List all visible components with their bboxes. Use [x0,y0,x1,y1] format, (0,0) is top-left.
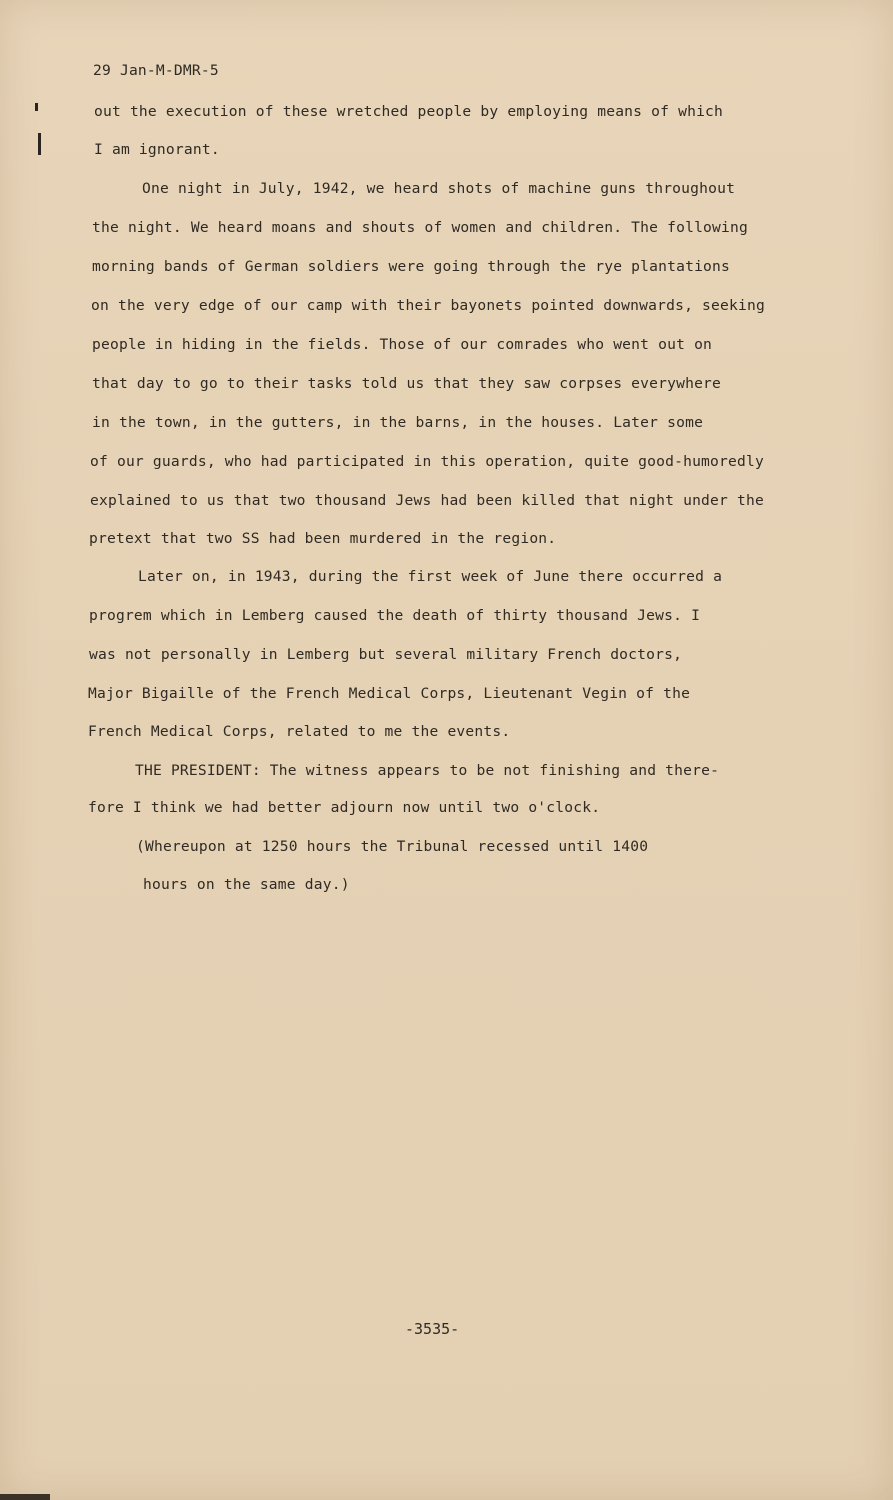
document-reference: 29 Jan-M-DMR-5 [93,62,219,79]
text-line: of our guards, who had participated in this operation, quite good-humoredly [90,453,764,470]
text-line: I am ignorant. [94,141,220,158]
text-line: the night. We heard moans and shouts of women and children. The following [92,219,748,236]
text-line: (Whereupon at 1250 hours the Tribunal recessed until 1400 [136,838,649,855]
text-line: progrem which in Lemberg caused the death of thirty thousand Jews. I [89,607,701,624]
text-line: morning bands of German soldiers were going through the rye plantations [92,258,731,275]
page-edge-marking [0,1494,893,1500]
text-line: THE PRESIDENT: The witness appears to be not finishing and there- [135,762,720,779]
text-line: One night in July, 1942, we heard shots of machine guns throughout [142,180,736,197]
text-line: that day to go to their tasks told us that they saw corpses everywhere [92,375,722,392]
text-line: in the town, in the gutters, in the barns, in the houses. Later some [92,414,704,431]
text-line: French Medical Corps, related to me the events. [88,723,511,740]
text-line: hours on the same day.) [143,876,350,893]
text-line: fore I think we had better adjourn now until two o'clock. [88,799,601,816]
text-line: people in hiding in the fields. Those of our comrades who went out on [92,336,713,353]
text-line: on the very edge of our camp with their bayonets pointed downwards, seeking [91,297,765,314]
text-line: pretext that two SS had been murdered in the region. [89,530,557,547]
text-line: Major Bigaille of the French Medical Corps, Lieutenant Vegin of the [88,685,691,702]
page-number: -3535- [405,1320,460,1338]
text-line: was not personally in Lemberg but several military French doctors, [89,646,683,663]
text-line: Later on, in 1943, during the first week of June there occurred a [138,568,723,585]
text-line: out the execution of these wretched people by employing means of which [94,103,724,120]
margin-mark [35,103,38,111]
margin-mark [38,133,41,155]
text-line: explained to us that two thousand Jews had been killed that night under the [90,492,764,509]
